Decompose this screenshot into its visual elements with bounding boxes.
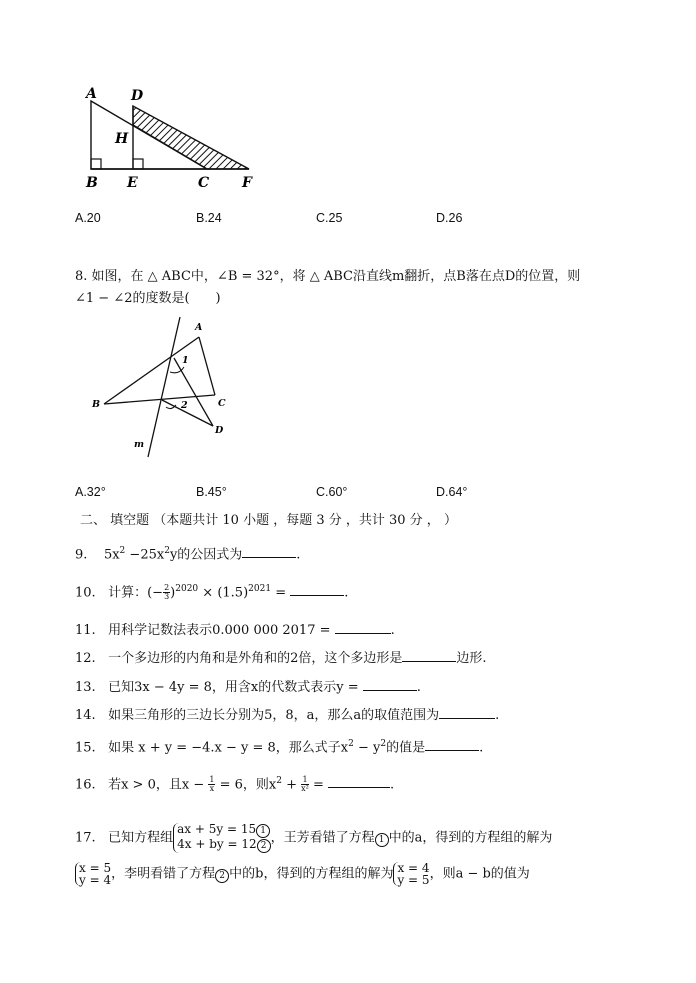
label-a: A [195,322,203,333]
question-14: 14. 如果三角形的三边长分别为5，8，a，那么a的取值范围为 . [75,708,500,723]
q8-line1: 8. 如图，在 △ ABC中，∠B = 32°，将 △ ABC沿直线m翻折，点B落在点D的位置，则 [75,269,581,284]
label-m: m [134,439,145,450]
label-h: H [115,131,129,147]
question-17-line2: x = 5 y = 4，李明看错了方程 2 中的b，得到的方程组的解为 x = 4 y = 5，则a − b的值为 [75,862,530,886]
q8-option-a: A.32° [75,485,106,499]
label-b: B [86,175,98,191]
q7-option-c: C.25 [316,211,343,225]
question-16: 16. 若x > 0，且x − $\frac{1}{x}$ = 6，则$x^2$ + $\frac{1}{\text{x²}}$ = . [75,775,395,794]
q8-line2: ∠1 − ∠2的度数是( ) [75,291,221,306]
q8-option-b: B.45° [196,485,227,499]
label-d: D [131,88,144,104]
question-13: 13. 已知3x − 4y = 8，用含x的代数式表示y = . [75,680,421,695]
figure-triangles-q7 [78,80,268,192]
q7-option-d: D.26 [436,211,463,225]
label-d: D [215,425,224,436]
section-heading: 二、 填空题 （本题共计 10 小题 ，每题 3 分 ，共计 30 分 ， ） [80,513,457,528]
q7-option-a: A.20 [75,211,101,225]
label-angle-2: 2 [181,400,188,411]
label-c: C [218,398,226,409]
q7-option-b: B.24 [196,211,222,225]
question-9: 9. $5x^2 -25x^2y$的公因式为 . [75,546,301,563]
q8-option-d: D.64° [436,485,468,499]
question-17-line1: 17. 已知方程组ax + 5y = 15 1 4x + by = 12 2，王芳看错了方程 1 中的a，得到的方程组的解为 [75,822,553,851]
question-12: 12. 一个多边形的内角和是外角和的2倍，这个多边形是 边形. [75,651,487,666]
question-10: 10. 计算：(− $\frac{2}{3}$ )$^{2020} \times (1.5)^{2021}$ = . [75,583,349,602]
q8-option-c: C.60° [316,485,348,499]
shaded-region [133,106,249,169]
label-e: E [127,175,138,191]
label-f: F [242,175,252,191]
label-a: A [86,86,97,102]
question-11: 11. 用科学记数法表示0.000 000 2017 = . [75,623,395,638]
label-b: B [92,399,101,410]
question-15: 15. 如果 x + y = −4.x − y = 8，那么式子$x^2 - y^2$的值是 . [75,739,484,756]
label-c: C [198,175,210,191]
label-angle-1: 1 [182,355,189,366]
figure-fold-q8 [86,315,246,463]
